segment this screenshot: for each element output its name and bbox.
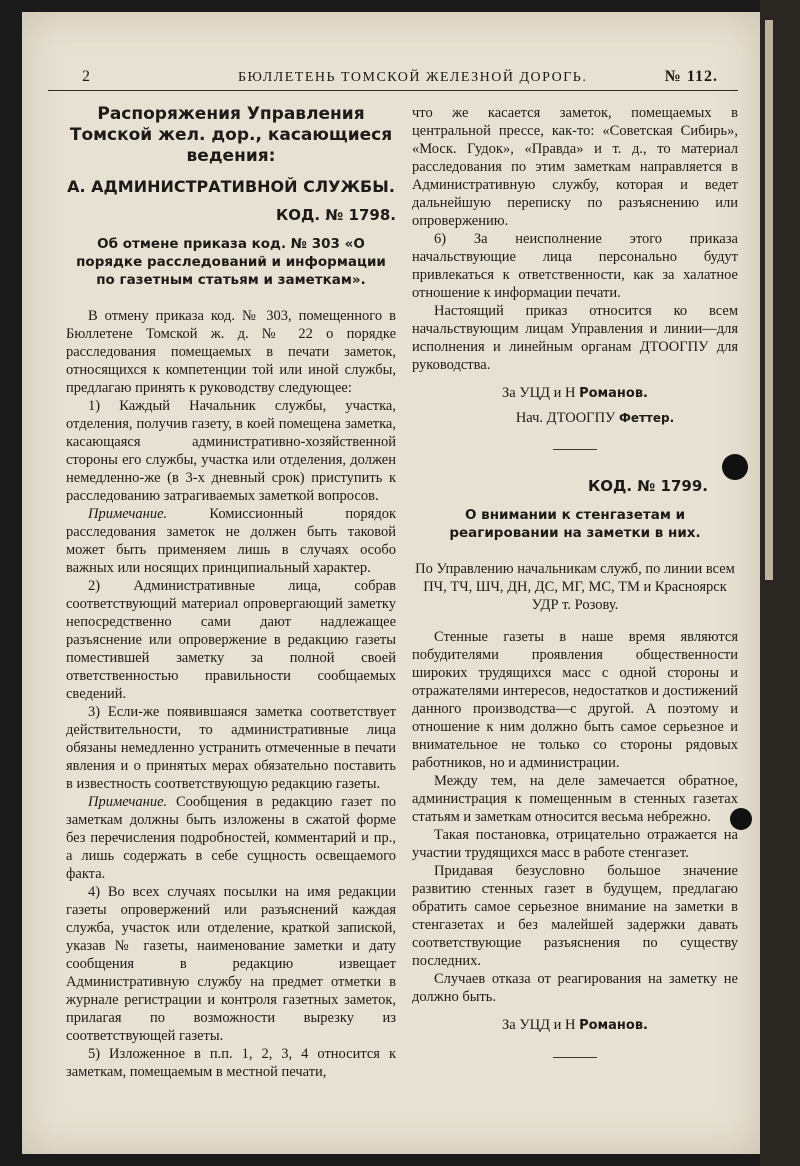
- signature-name: Романов.: [579, 1018, 648, 1033]
- note-text: Сообщения в редакцию газет по заметкам должны быть изложены в сжатой форме без перечисления подробностей, комментарий и пр., а лишь содержать в себе сущность освещаемого факта.: [66, 794, 396, 882]
- note-label: Примечание.: [88, 794, 168, 810]
- order-title-1798: Об отмене приказа код. № 303 «О порядке расследований и информации по газетным статьям и заметкам».: [76, 236, 386, 288]
- order-code-1798: КОД. № 1798.: [275, 206, 396, 224]
- order-1798-item-6: 6) За неисполнение этого приказа начальствующие лица персонально будут привлекаться к ответственности, как за халатное отношение к информации печати.: [412, 231, 738, 301]
- order-1798-note-2: [66, 793, 396, 883]
- signature-name: Феттер.: [618, 411, 675, 425]
- order-1798-item-2: 2) Административные лица, собрав соответствующий материал опровергающий заметку непосредственно сами дают надлежащее разъяснение или опровержение в редакцию газеты поместившей заметку за полной своей ответственностью правильности сообщаемых сведений.: [66, 578, 396, 702]
- order-1798-item-4: 4) Во всех случаях посылки на имя редакции газеты опровержений или разъяснений каждая служба, участок или отделение, краткой запиской, указав № газеты, наименование заметки и дату сообщения в редакцию извещает Административную службу на предмет отметки в журнале регистрации и контроля газетных заметок, прилагая по возможности вырезку из соответствующей газеты.: [66, 884, 396, 1044]
- order-1798-continuation: что же касается заметок, помещаемых в центральной прессе, как-то: «Советская Сибирь», «Моск. Гудок», «Правда» и т. д., то материал расследования по этим заметкам направляется в Административную службу, которая и ведет дальнейшую переписку по разъяснению или опровержению.: [412, 105, 738, 229]
- note-label: Примечание.: [88, 506, 168, 522]
- order-1799-para-2: Между тем, на деле замечается обратное, администрация к помещенным в стенных газетах статьям и заметкам относится весьма небрежно.: [412, 773, 738, 825]
- journal-title: БЮЛЛЕТЕНЬ ТОМСКОЙ ЖЕЛЕЗНОЙ ДОРОГЬ.: [238, 70, 588, 85]
- issue-number: № 112.: [664, 68, 718, 85]
- signature-prefix: Нач. ДТООГПУ: [515, 410, 619, 426]
- signature-romanov-2: [412, 1016, 738, 1035]
- order-1799-para-5: Случаев отказа от реагирования на заметку не должно быть.: [412, 971, 738, 1005]
- page-number: 2: [82, 68, 91, 85]
- running-header: [48, 62, 738, 91]
- order-code-1799: КОД. № 1799.: [587, 477, 708, 495]
- right-column: [412, 104, 738, 1084]
- order-1799-para-1: Стенные газеты в наше время являются побудителями проявления общественности широких трудящихся масс с одной стороны и отражателями интересов, недостатков и достижений данного производства—с другой. А поэтому и отношение к ним должно быть самое серьезное и внимательное не только со стороны рядовых работников, но и администрации.: [412, 629, 738, 771]
- order-1798-scope: Настоящий приказ относится ко всем начальствующим лицам Управления и линии—для исполнения и линейным органам ДТООГПУ для руководства.: [412, 303, 738, 373]
- signature-prefix: За УЦД и Н: [502, 385, 580, 401]
- section-divider: [553, 1057, 597, 1058]
- signature-fetter: [412, 409, 738, 427]
- order-1798-note-1: [66, 505, 396, 577]
- order-1798-item-1: 1) Каждый Начальник службы, участка, отделения, получив газету, в коей помещена заметка, касающаяся административно-хозяйственной стороны его службы, участка или отделения, должен немедленно-же (в 3-х дневный срок) приступить к расследованию затрагиваемых заметкой вопросов.: [66, 398, 396, 504]
- signature-romanov: [412, 384, 738, 403]
- left-column: [66, 104, 396, 1081]
- order-title-1799: О внимании к стенгазетам и реагировании на заметки в них.: [449, 507, 701, 541]
- main-heading: Распоряжения Управления Томской жел. дор., касающиеся ведения:: [69, 104, 393, 166]
- punch-hole: [730, 808, 752, 830]
- punch-hole: [722, 454, 748, 480]
- section-heading: А. АДМИНИСТРАТИВНОЙ СЛУЖБЫ.: [67, 177, 395, 196]
- section-divider: [553, 449, 597, 450]
- signature-prefix: За УЦД и Н: [502, 1017, 580, 1033]
- order-1798-item-5: 5) Изложенное в п.п. 1, 2, 3, 4 относится к заметкам, помещаемым в местной печати,: [66, 1046, 396, 1080]
- order-1799-addressee: По Управлению начальникам служб, по линии всем ПЧ, ТЧ, ШЧ, ДН, ДС, МГ, МС, ТМ и Красноярск УДР т. Розову.: [415, 561, 735, 613]
- order-1799-para-3: Такая постановка, отрицательно отражается на участии трудящихся масс в работе стенгазет.: [412, 827, 738, 861]
- order-1798-intro: В отмену приказа код. № 303, помещенного в Бюллетене Томской ж. д. № 22 о порядке расследования помещаемых в печати заметок, относящихся к компетенции той или иной службы, предлагаю принять к руководству следующее:: [66, 308, 396, 396]
- scan-binding-strip: [765, 20, 773, 580]
- order-1799-para-4: Придавая безусловно большое значение развитию стенных газет в будущем, предлагаю обратить самое серьезное внимание на заметки в стенгазетах и без малейшей задержки давать соответствующие разъяснения по существу последних.: [412, 863, 738, 969]
- signature-name: Романов.: [579, 386, 648, 401]
- order-1798-item-3: 3) Если-же появившаяся заметка соответствует действительности, то административные лица обязаны немедленно устранить отмеченные в печати явления и о принятых мерах обязательно поставить в известность соответствующую редакцию газеты.: [66, 704, 396, 792]
- note-text: Комиссионный порядок расследования заметок не должен быть таковой может быть применяем лишь в случаях особо важных или носящих принципиальный характер.: [66, 506, 396, 576]
